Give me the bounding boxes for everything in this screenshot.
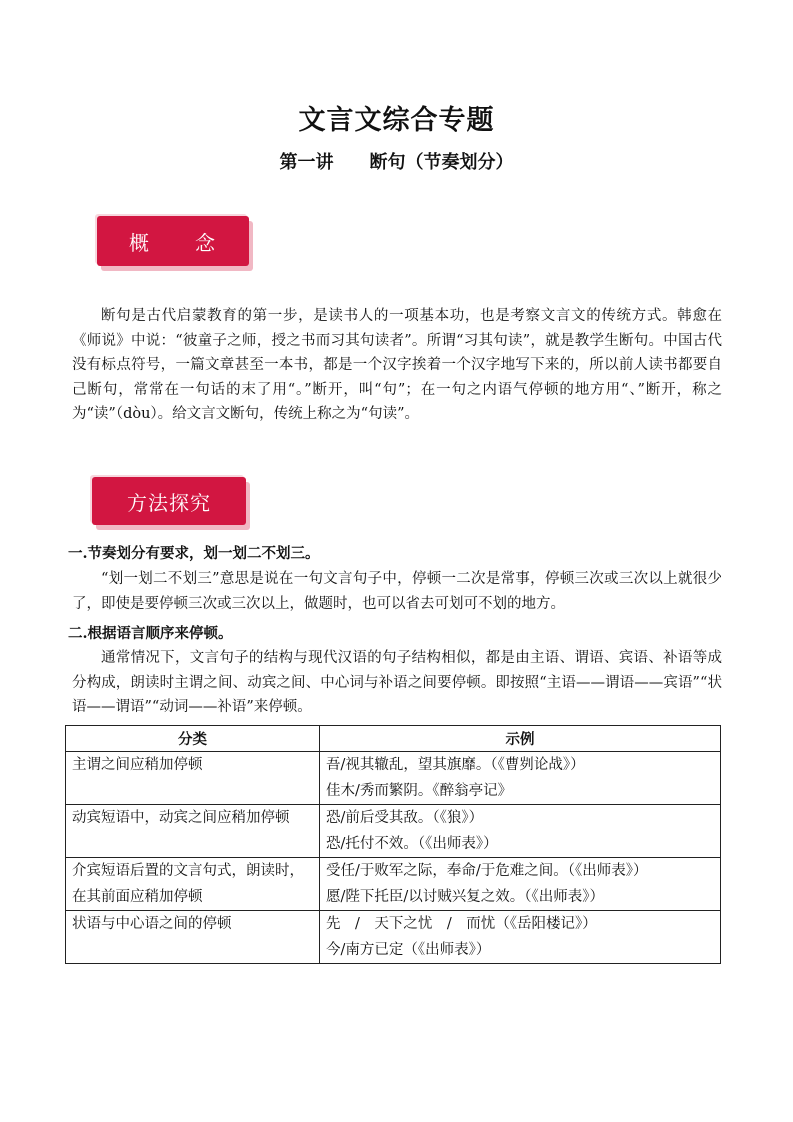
header-example: 示例 <box>320 726 721 752</box>
row-category: 介宾短语后置的文言句式，朗读时，在其前面应稍加停顿 <box>66 858 320 911</box>
row-examples <box>320 911 721 964</box>
point2-paragraph: 通常情况下，文言句子的结构与现代汉语的句子结构相似，都是由主语、谓语、宾语、补语等成分构成，朗读时主谓之间、动宾之间、中心词与补语之间要停顿。即按照“主语——谓语——宾语”“状语——谓语”“动词——补语”来停顿。 <box>72 650 722 715</box>
lecture-subtitle <box>0 148 793 174</box>
table-row <box>66 752 721 805</box>
table-row <box>66 858 721 911</box>
table-row <box>66 911 721 964</box>
row-examples <box>320 858 721 911</box>
pause-rules-table <box>65 725 721 964</box>
example-line: 佳木/秀而繁阴。《醉翁亭记》 <box>326 783 513 799</box>
concept-paragraph: 断句是古代启蒙教育的第一步，是读书人的一项基本功，也是考察文言文的传统方式。韩愈在《师说》中说：“彼童子之师，授之书而习其句读者”。所谓“习其句读”，就是教学生断句。中国古代没有标点符号，一篇文章甚至一本书，都是一个汉字挨着一个汉字地写下来的，所以前人读书都要自己断句，常常在一句话的末了用“。”断开，叫“句”；在一句之内语气停顿的地方用“、”断开，称之为“读”（dòu）。给文言文断句，传统上称之为“句读”。 <box>72 308 722 422</box>
row-examples <box>320 805 721 858</box>
header-category: 分类 <box>66 726 320 752</box>
example-line: 今/南方已定（《出师表》） <box>326 942 491 958</box>
example-line: 受任/于败军之际，奉命/于危难之间。（《出师表》） <box>326 863 648 879</box>
example-line: 先 / 天下之忧 / 而忧（《岳阳楼记》） <box>326 916 597 932</box>
example-line: 吾/视其辙乱，望其旗靡。（《曹刿论战》） <box>326 757 585 773</box>
lecture-number: 第一讲 <box>279 152 334 173</box>
example-line: 愿/陛下托臣/以讨贼兴复之效。（《出师表》） <box>326 889 605 905</box>
example-line: 恐/托付不效。（《出师表》） <box>326 836 498 852</box>
row-category: 动宾短语中，动宾之间应稍加停顿 <box>66 805 320 858</box>
point1-paragraph: “划一划二不划三”意思是说在一句文言句子中，停顿一二次是常事，停顿三次或三次以上就很少了，即使是要停顿三次或三次以上，做题时，也可以省去可划可不划的地方。 <box>72 571 722 612</box>
table-header-row <box>66 726 721 752</box>
row-category: 状语与中心语之间的停顿 <box>66 911 320 964</box>
point2-heading: 二.根据语言顺序来停顿。 <box>68 625 233 642</box>
example-line: 恐/前后受其敌。（《狼》） <box>326 810 484 826</box>
concept-section-badge: 概 念 <box>97 216 249 266</box>
point1-heading: 一.节奏划分有要求，划一划二不划三。 <box>68 545 320 562</box>
method-section-badge: 方法探究 <box>92 477 246 525</box>
document-title: 文言文综合专题 <box>298 105 495 136</box>
lecture-topic: 断句（节奏划分） <box>369 152 514 173</box>
table-row <box>66 805 721 858</box>
row-category: 主谓之间应稍加停顿 <box>66 752 320 805</box>
row-examples <box>320 752 721 805</box>
